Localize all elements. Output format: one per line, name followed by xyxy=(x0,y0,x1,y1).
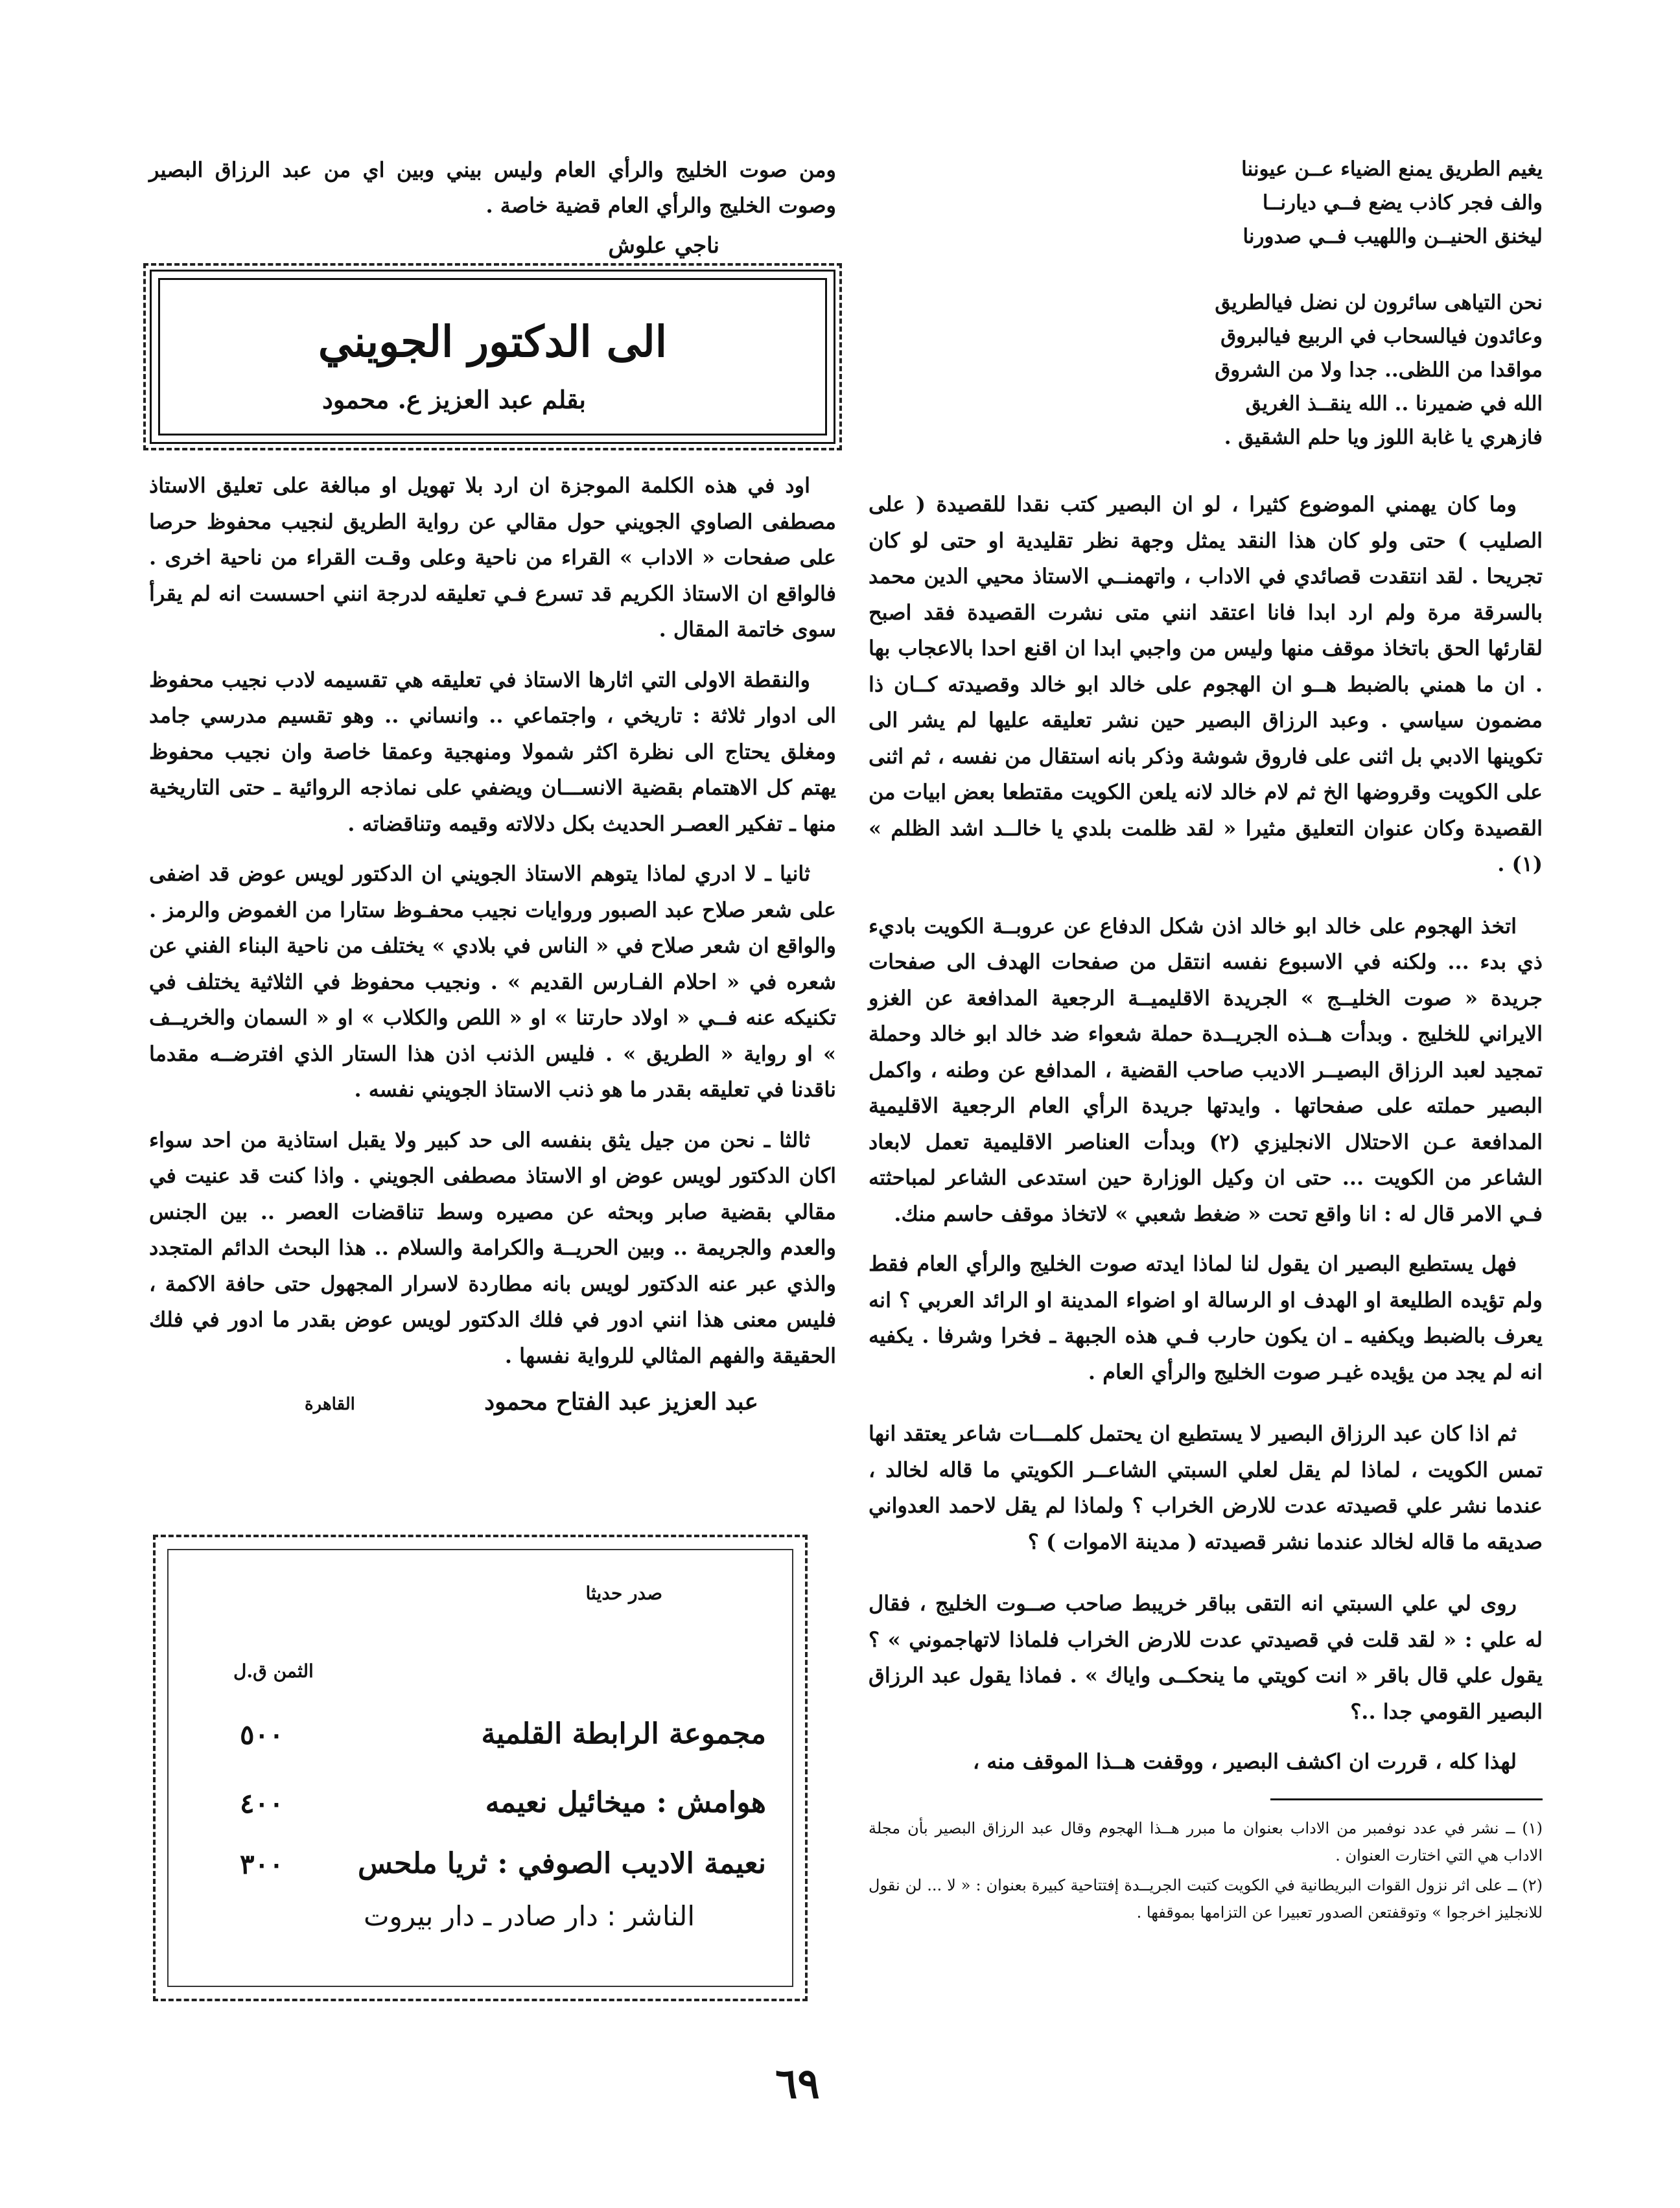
right-column xyxy=(869,152,1543,1929)
advertisement-box xyxy=(153,1535,808,2001)
signature-city: القاهرة xyxy=(305,1395,355,1414)
ad-book-title: هوامش : ميخائيل نعيمه xyxy=(485,1786,766,1819)
poem-stanza-1 xyxy=(869,152,1543,253)
body-paragraph: ثانيا ـ لا ادري لماذا يتوهم الاستاذ الجويني ان الدكتور لويس عوض قد اضفى على شعر صلاح عبد الصبور وروايات نجيب محفـوظ ستارا من الغموض والرمز . والواقع ان شعر صلاح في « الناس في بلادي » يختلف من ناحية البناء الفني عن شعره في « احلام الفـارس القديم » . ونجيب محفوظ في الثلاثية يختلف في تكنيكه عنه فــي « اولاد حارتنا » او « اللص والكلاب » او « السمان والخريــف » او رواية « الطريق » . فليس الذنب اذن هذا الستار الذي افترضــه مقدما ناقدنا في تعليقه بقدر ما هو ذنب الاستاذ الجويني نفسه . xyxy=(149,861,836,1102)
body-paragraph: لهذا كله ، قررت ان اكشف البصير ، ووقفت هــذا الموقف منه ، xyxy=(972,1749,1517,1774)
ad-book-title: مجموعة الرابطة القلمية xyxy=(481,1717,766,1750)
poem-line: مواقدا من اللظى.. جدا ولا من الشروق xyxy=(1215,358,1543,382)
body-paragraph: فهل يستطيع البصير ان يقول لنا لماذا ايدته صوت الخليج والرأي العام فقط ولم تؤيده الطليعة او الهدف او الرسالة او اضواء المدينة او الرائد العربي ؟ انه يعرف بالضبط ويكفيه ـ ان يكون حارب فـي هذه الجبهة ـ فخرا وشرفا . يكفيه انه لم يجد من يؤيده غيـر صوت الخليج والرأي العام . xyxy=(869,1251,1543,1384)
poem-line: نحن التياهى سائرون لن نضل فيالطريق xyxy=(1215,291,1543,314)
article-signature-row xyxy=(149,1388,836,1415)
left-column xyxy=(149,152,836,1441)
body-paragraph: روى لي علي السبتي انه التقى بباقر خريبط صاحب صــوت الخليج ، فقال له علي : « لقد قلت في قصيدتي عدت للارض الخراب فلماذا لاتهاجموني » ؟ يقول علي قال باقر « انت كويتي ما ينحكــى واياك » . فماذا يقول عبد الرزاق البصير القومي جدا ..؟ xyxy=(869,1591,1543,1724)
body-paragraph: ثالثا ـ نحن من جيل يثق بنفسه الى حد كبير ولا يقبل استاذية من احد سواء اكان الدكتور لويس عوض او الاستاذ مصطفى الجويني . واذا كنت قد عنيت في مقالي بقضية صابر وبحثه عن مصيره وسط تناقضات العصر .. بين الجنس والعدم والجريمة .. وبين الحريــة والكرامة والسلام .. هذا البحث الدائم المتجدد والذي عبر عنه الدكتور لويس بانه مطاردة لاسرار المجهول حتى حافة الاكمة ، فليس معنى هذا انني ادور في فلك الدكتور لويس عوض بقدر ما ادور في فلك الحقيقة والفهم المثالي للرواية نفسها . xyxy=(149,1127,837,1368)
ad-publisher: الناشر : دار صادر ـ دار بيروت xyxy=(364,1900,695,1932)
body-paragraph: اتخذ الهجوم على خالد ابو خالد اذن شكل الدفاع عن عروبــة الكويت باديء ذي بدء ... ولكنه في الاسبوع نفسه انتقل من صفحات الهدف الى صفحات جريدة « صوت الخليــج » الجريدة الاقليميــة الرجعية المدافعة عن الغزو الايراني للخليج . وبدأت هــذه الجريــدة حملة شعواء ضد خالد ابو خالد وحملة تمجيد لعبد الرزاق البصيــر الاديب صاحب القضية ، المدافع عن وطنه ، واكمل البصير حملته على صفحاتها . وايدتها جريدة الرأي العام الرجعية الاقليمية المدافعة عـن الاحتلال الانجليزي (٢) وبدأت العناصر الاقليمية تعمل لابعاد الشاعر من الكويت ... حتى ان وكيل الوزارة حين استدعى الشاعر لمباحثته فـي الامر قال له : انا واقع تحت « ضغط شعبي » لاتخاذ موقف حاسم منك. xyxy=(869,913,1543,1226)
poem-line: الله في ضميرنا .. الله ينقــذ الغريق xyxy=(1245,392,1543,415)
ad-book-price: ٤٠٠ xyxy=(240,1787,284,1819)
ad-recently-published: صدر حديثا xyxy=(585,1583,662,1604)
footnote-2: (٢) ــ على اثر نزول القوات البريطانية في الكويت كتبت الجريــدة إفتتاحية كبيرة بعنوان : « لا ... لن نقول للانجليز اخرجوا » وتوقفتعن الصدور تعبيرا عن التزامها بموقفها . xyxy=(869,1876,1543,1922)
article-byline: بقلم عبد العزيز ع. محمود xyxy=(322,385,586,414)
article-title: الى الدكتور الجويني xyxy=(318,316,668,367)
signature-name: عبد العزيز عبد الفتاح محمود xyxy=(484,1388,758,1415)
body-paragraph: اود في هذه الكلمة الموجزة ان ارد بلا تهويل او مبالغة على تعليق الاستاذ مصطفى الصاوي الجويني حول مقالي عن رواية الطريق لنجيب محفوظ حرصا على صفحات « الاداب » القراء من ناحية وعلى وقـت القراء من ناحية اخرى . فالواقع ان الاستاذ الكريم قد تسرع فـي تعليقه لدرجة انني احسست انه لم يقرأ سوى خاتمة المقال . xyxy=(149,473,837,642)
body-paragraph: ثم اذا كان عبد الرزاق البصير لا يستطيع ان يحتمل كلمـــات شاعر يعتقد انها تمس الكويت ، لماذا لم يقل لعلي السبتي الشاعــر الكويتي ما قاله لخالد ، عندما نشر علي قصيدته عدت للارض الخراب ؟ ولماذا لم يقل لاحمد العدواني صديقه ما قاله لخالد عندما نشر قصيدته ( مدينة الاموات ) ؟ xyxy=(869,1421,1543,1554)
article-title-box xyxy=(158,278,827,436)
footnote-divider xyxy=(1270,1798,1543,1800)
ad-book-title: نعيمة الاديب الصوفي : ثريا ملحس xyxy=(357,1847,766,1880)
author-signature: ناجي علوش xyxy=(608,233,719,259)
body-paragraph: وما كان يهمني الموضوع كثيرا ، لو ان البصير كتب نقدا للقصيدة ( على الصليب ) حتى ولو كان هذا النقد يمثل وجهة نظر تقليدية او حتى لو كان تجريحا . لقد انتقدت قصائدي في الاداب ، واتهمنــي الاستاذ محيي الدين محمد بالسرقة مرة ولم ارد ابدا فانا اعتقد انني متى نشرت القصيدة فقد اصبح لقارئها الحق باتخاذ موقف منها وليس من واجبي ابدا ان اقنع احدا بالاعجاب بها . ان ما همني بالضبط هــو ان الهجوم على خالد ابو خالد وقصيدته كــان ذا مضمون سياسي . وعبد الرزاق البصير حين نشر تعليقه عليها لم يشر الى تكوينها الادبي بل اثنى على فاروق شوشة وذكر بانه استقال من نفسه ، ثم اثنى على الكويت وقروضها الخ ثم لام خالد لانه يلعن الكويت مقتطعا بعض ابيات من القصيدة وكان عنوان التعليق مثيرا « لقد ظلمت بلدي يا خالــد اشد الظلم » (١) . xyxy=(869,492,1543,876)
ad-price-header: الثمن ق.ل xyxy=(233,1660,314,1682)
poem-stanza-2 xyxy=(869,286,1543,454)
poem-line: يغيم الطريق يمنع الضياء عــن عيوننا xyxy=(1241,157,1543,181)
body-paragraph: والنقطة الاولى التي اثارها الاستاذ في تعليقه هي تقسيمه لادب نجيب محفوظ الى ادوار ثلاثة : تاريخي ، واجتماعي .. وانساني .. وهو تقسيم مدرسي جامد ومغلق يحتاج الى نظرة اكثر شمولا ومنهجية وعمقا خاصة وان نجيب محفوظ يهتم كل الاهتمام بقضية الانســـان ويضفي على نماذجه الروائية ـ حتى التاريخية منها ـ تفكير العصـر الحديث بكل دلالاته وقيمه وتناقضاته . xyxy=(149,667,837,836)
footnote-1: (١) ــ نشر في عدد نوفمبر من الاداب بعنوان ما مبرر هــذا الهجوم وقال عبد الرزاق البصير بأن مجلة الاداب هي التي اختارت العنوان . xyxy=(869,1819,1543,1865)
ad-book-price: ٥٠٠ xyxy=(240,1719,284,1750)
poem-line: فازهري يا غابة اللوز ويا حلم الشقيق . xyxy=(1224,426,1543,449)
poem-line: وعائدون فيالسحاب في الربيع فيالبروق xyxy=(1220,325,1543,348)
previous-article-ending: ومن صوت الخليج والرأي العام وليس بيني وبين اي من عبد الرزاق البصير وصوت الخليج والرأي العام قضية خاصة . xyxy=(149,157,836,218)
ad-book-price: ٣٠٠ xyxy=(240,1848,284,1880)
poem-line: والف فجر كاذب يضع فــي ديارنــا xyxy=(1262,191,1543,215)
poem-line: ليخنق الحنيــن واللهيب فــي صدورنا xyxy=(1242,225,1543,248)
page-number: ٦٩ xyxy=(775,2060,820,2108)
